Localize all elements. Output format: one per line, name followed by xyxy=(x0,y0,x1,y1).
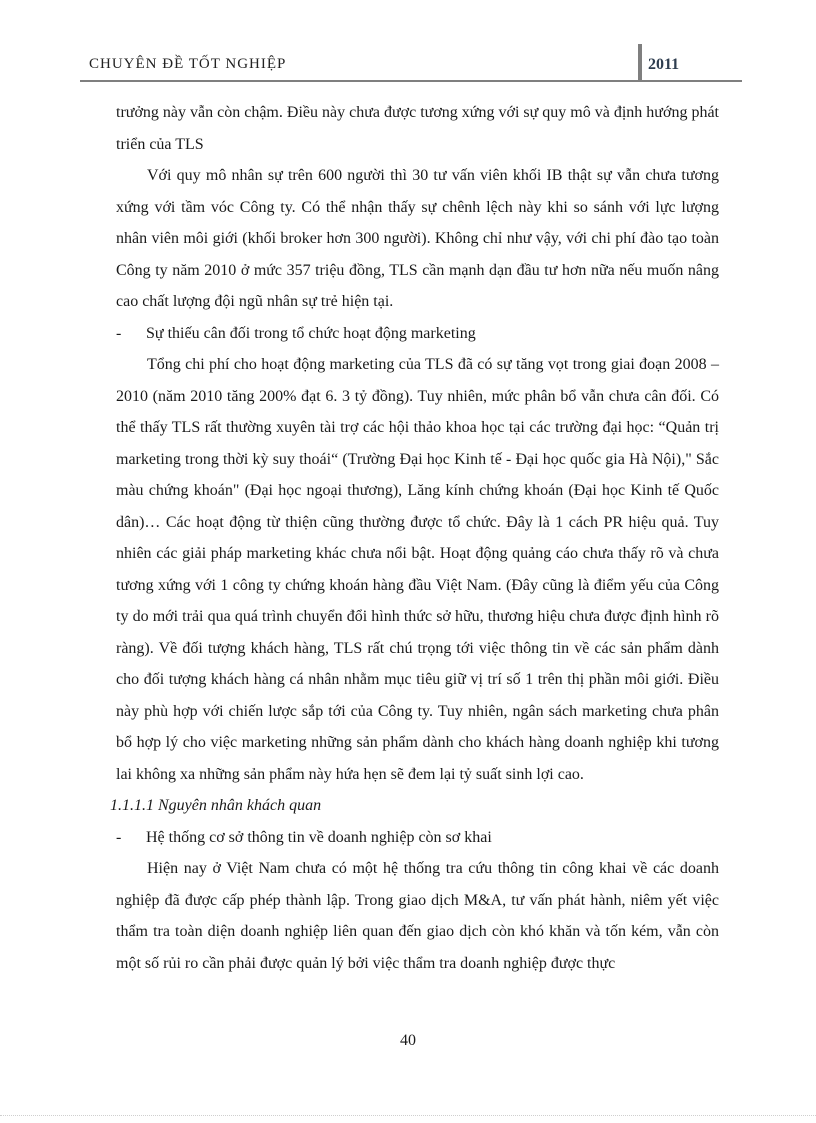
bullet-text: Sự thiếu cân đối trong tổ chức hoạt động marketing xyxy=(146,324,476,342)
header-rule xyxy=(80,80,742,82)
header-year: 2011 xyxy=(648,56,680,73)
paragraph: Với quy mô nhân sự trên 600 người thì 30 tư vấn viên khối IB thật sự vẫn chưa tương xứng với tầm vóc Công ty. Có thể nhận thấy sự chênh lệch này khi so sánh với lực lượng nhân viên môi giới (khối broker hơn 300 người). Không chỉ như vậy, với chi phí đào tạo toàn Công ty năm 2010 ở mức 357 triệu đồng, TLS cần mạnh dạn đầu tư hơn nữa nếu muốn nâng cao chất lượng đội ngũ nhân sự trẻ hiện tại. xyxy=(116,167,719,310)
page-number: 40 xyxy=(400,1032,416,1049)
section-heading: 1.1.1.1 Nguyên nhân khách quan xyxy=(110,797,322,814)
paragraph: Tổng chi phí cho hoạt động marketing của TLS đã có sự tăng vọt trong giai đoạn 2008 – 2010 (năm 2010 tăng 200% đạt 6. 3 tỷ đồng). Tuy nhiên, mức phân bổ vẫn chưa cân đối. Có thể thấy TLS rất thường xuyên tài trợ các hội thảo khoa học tại các trường đại học: “Quản trị marketing trong thời kỳ suy thoái“ (Trường Đại học Kinh tế - Đại học quốc gia Hà Nội)," Sắc màu chứng khoán" (Đại học ngoại thương), Lăng kính chứng khoán (Đại học Kinh tế Quốc dân)… Các hoạt động từ thiện cũng thường được tổ chức. Đây là 1 cách PR hiệu quả. Tuy nhiên các giải pháp marketing khác chưa nổi bật. Hoạt động quảng cáo chưa thấy rõ và chưa tương xứng với 1 công ty chứng khoán hàng đầu Việt Nam. (Đây cũng là điểm yếu của Công ty do mới trải qua quá trình chuyển đổi hình thức sở hữu, thương hiệu chưa được định hình rõ ràng). Về đối tượng khách hàng, TLS rất chú trọng tới việc thông tin về các sản phẩm dành cho đối tượng khách hàng cá nhân nhằm mục tiêu giữ vị trí số 1 trên thị phần môi giới. Điều này phù hợp với chiến lược sắp tới của Công ty. Tuy nhiên, ngân sách marketing chưa phân bổ hợp lý cho việc marketing những sản phẩm dành cho khách hàng doanh nghiệp khi tương lai không xa những sản phẩm này hứa hẹn sẽ đem lại tỷ suất sinh lợi cao. xyxy=(116,356,719,783)
bullet-text: Hệ thống cơ sở thông tin về doanh nghiệp còn sơ khai xyxy=(146,828,492,846)
page-bottom-divider xyxy=(0,1115,816,1116)
header-separator xyxy=(638,44,642,82)
dash-marker: - xyxy=(116,828,122,846)
bullet-item xyxy=(116,318,719,350)
dash-marker: - xyxy=(116,324,122,342)
paragraph: trưởng này vẫn còn chậm. Điều này chưa được tương xứng với sự quy mô và định hướng phát triển của TLS xyxy=(116,104,719,153)
bullet-item xyxy=(116,822,719,854)
header-title: CHUYÊN ĐỀ TỐT NGHIỆP xyxy=(89,56,287,72)
paragraph: Hiện nay ở Việt Nam chưa có một hệ thống tra cứu thông tin công khai về các doanh nghiệp đã được cấp phép thành lập. Trong giao dịch M&A, tư vấn phát hành, niêm yết việc thẩm tra toàn diện doanh nghiệp liên quan đến giao dịch còn khó khăn và tốn kém, vẫn còn một số rủi ro cần phải được quản lý bởi việc thẩm tra doanh nghiệp được thực xyxy=(116,860,719,972)
page-body xyxy=(110,97,719,979)
